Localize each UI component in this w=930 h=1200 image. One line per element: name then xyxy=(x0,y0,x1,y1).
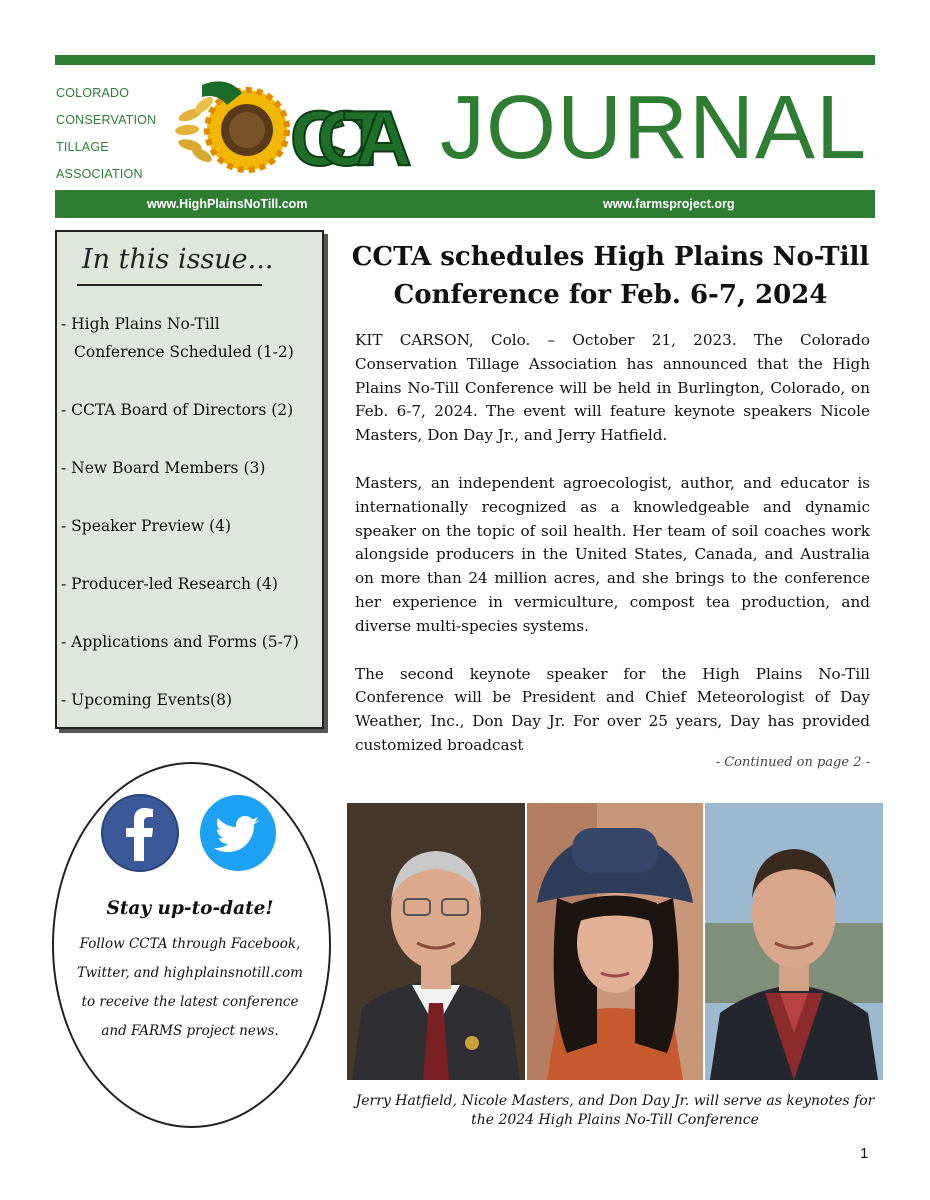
url-bar xyxy=(55,190,875,218)
journal-title: JOURNAL xyxy=(440,78,868,178)
title-underline xyxy=(77,284,262,286)
continued-note: - Continued on page 2 - xyxy=(715,755,870,770)
issue-item xyxy=(61,310,319,366)
article-body xyxy=(355,329,870,782)
website-link-highplains[interactable]: www.HighPlainsNoTill.com xyxy=(147,197,308,211)
photo-hatfield xyxy=(347,803,525,1080)
photo-caption: Jerry Hatfield, Nicole Masters, and Don Day Jr. will serve as keynotes for the 2024 High Plains No-Till Conference xyxy=(355,1093,875,1128)
ccta-logo xyxy=(172,75,417,185)
org-line: TILLAGE xyxy=(56,140,109,154)
issue-item: - Upcoming Events(8) xyxy=(61,691,233,709)
twitter-icon[interactable] xyxy=(198,793,278,873)
org-line: COLORADO xyxy=(56,86,130,100)
issue-item: - Producer-led Research (4) xyxy=(61,575,278,593)
issue-item: - New Board Members (3) xyxy=(61,459,266,477)
logo-text: CCTA xyxy=(290,94,412,182)
article-paragraph: KIT CARSON, Colo. – October 21, 2023. The Colorado Conservation Tillage Association has announced that the High Plains No-Till Conference will be held in Burlington, Colorado, on Feb. 6-7, 2024. The event will feature keynote speakers Nicole Masters, Don Day Jr., and Jerry Hatfield. xyxy=(355,331,870,445)
org-line: ASSOCIATION xyxy=(56,167,143,181)
page-number: 1 xyxy=(860,1145,869,1162)
top-rule xyxy=(55,55,875,65)
facebook-icon[interactable] xyxy=(100,793,180,873)
follow-text: Follow CCTA through Facebook, Twitter, and highplainsnotill.com to receive the latest conference and FARMS project news. xyxy=(77,936,303,1039)
in-this-issue-title: In this issue... xyxy=(82,244,274,275)
org-line: CONSERVATION xyxy=(56,113,157,127)
issue-item: - CCTA Board of Directors (2) xyxy=(61,401,294,419)
issue-item: - Speaker Preview (4) xyxy=(61,517,232,535)
sunflower-icon xyxy=(207,90,287,170)
photo-day xyxy=(705,803,883,1080)
issue-item-line: Conference Scheduled (1-2) xyxy=(74,343,294,361)
stay-heading: Stay up-to-date! xyxy=(106,898,274,919)
issue-item-line: - High Plains No-Till xyxy=(61,315,220,333)
in-this-issue-box xyxy=(55,230,324,729)
org-name xyxy=(56,80,176,188)
article-headline: CCTA schedules High Plains No-Till Conference for Feb. 6-7, 2024 xyxy=(351,242,870,310)
photo-masters xyxy=(527,803,703,1080)
website-link-farms[interactable]: www.farmsproject.org xyxy=(603,197,735,211)
article-paragraph: Masters, an independent agroecologist, author, and educator is internationally recognized as a knowledgeable and dynamic speaker on the topic of soil health. Her team of soil coaches work alongside producers in the United States, Canada, and Australia on more than 24 million acres, and she brings to the conference her experience in vermiculture, compost tea production, and diverse multi-species systems. xyxy=(355,473,870,635)
article-paragraph: The second keynote speaker for the High Plains No-Till Conference will be President and Chief Meteorologist of Day Weather, Inc., Don Day Jr. For over 25 years, Day has provided customized broadcast xyxy=(355,664,870,754)
issue-list xyxy=(61,310,319,744)
issue-item: - Applications and Forms (5-7) xyxy=(61,633,299,651)
